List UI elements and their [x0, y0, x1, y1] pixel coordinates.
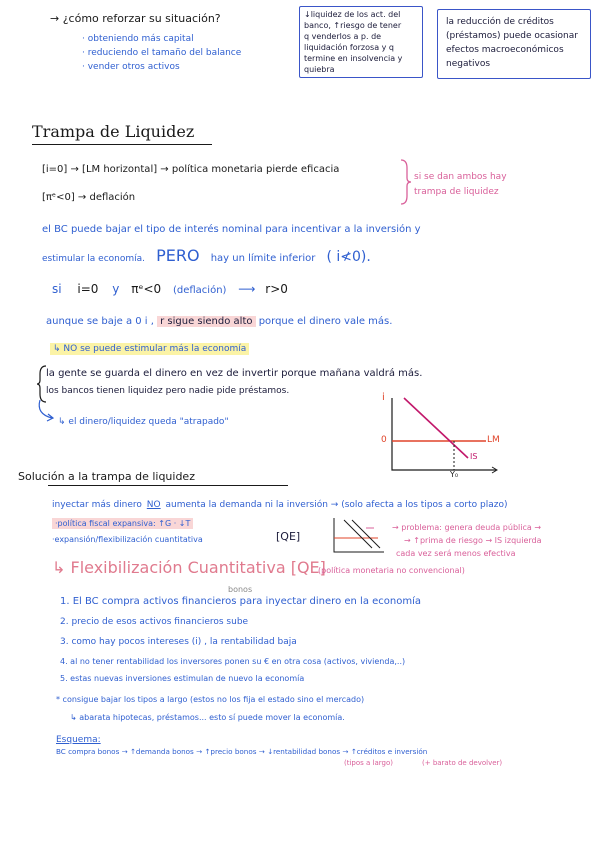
graph-y0-label: Y₀ — [450, 470, 459, 479]
box2-line: la reducción de créditos — [446, 17, 554, 27]
limit-text: ( i≮0). — [326, 249, 371, 265]
aunque-highlight: r sigue siendo alto — [157, 316, 255, 327]
bancos-line: los bancos tienen liquidez pero nadie pide préstamos. — [46, 386, 290, 396]
para-bc-2 — [42, 246, 371, 265]
aunque-pre: aunque se baje a 0 i , — [46, 316, 154, 327]
fiscal-line: ·política fiscal expansiva: ↑G · ↓T — [52, 518, 193, 529]
pero-text: PERO — [156, 246, 200, 265]
islm-graph — [376, 388, 506, 480]
brace-note-line: trampa de liquidez — [414, 187, 499, 197]
aunque-line — [46, 316, 392, 327]
inyectar-line — [52, 500, 507, 510]
qe-step: 4. al no tener rentabilidad los inversores ponen su € en otra cosa (activos, vivienda,..) — [60, 657, 406, 666]
atrapado-line: ↳ el dinero/liquidez queda "atrapado" — [58, 417, 229, 427]
condition-i0: [i=0] → [LM horizontal] → política monetaria pierde eficacia — [42, 164, 340, 175]
bullet-item: · vender otros activos — [82, 62, 180, 72]
para-bc-1: el BC puede bajar el tipo de interés nominal para incentivar a la inversión y — [42, 224, 421, 235]
box2-line: (préstamos) puede ocasionar — [446, 31, 578, 41]
para-bc-2a: estimular la economía. — [42, 254, 146, 264]
graph-is-label: IS — [470, 452, 478, 461]
box1-line: quiebra — [304, 65, 335, 74]
arrow-icon: → — [50, 12, 60, 25]
bullet-item: · obteniendo más capital — [82, 34, 194, 44]
esquema-line: BC compra bonos → ↑demanda bonos → ↑precio bonos → ↓rentabilidad bonos → ↑créditos e inversión — [56, 747, 428, 756]
qe-steps — [60, 592, 421, 686]
eq-arrow: ⟶ — [238, 282, 256, 296]
section-title-trampa: Trampa de Liquidez — [32, 122, 212, 145]
qe-tag: [QE] — [276, 530, 301, 543]
qe-line: ·expansión/flexibilización cuantitativa — [52, 535, 203, 544]
para-bc-2b: hay un límite inferior — [210, 253, 316, 264]
gente-line: la gente se guarda el dinero en vez de invertir porque mañana valdrá más. — [46, 368, 423, 379]
qe-step: 5. estas nuevas inversiones estimulan de nuevo la economía — [60, 674, 305, 683]
eq-i0: i=0 — [77, 282, 99, 296]
qe-title: ↳ Flexibilización Cuantitativa [QE] — [52, 558, 326, 577]
qe-step: 3. como hay pocos intereses (i) , la rentabilidad baja — [60, 637, 297, 647]
bonos-note: bonos — [228, 585, 253, 594]
brace-note-line: si se dan ambos hay — [414, 172, 507, 182]
graph-lm-label: LM — [487, 435, 500, 445]
top-question — [50, 12, 221, 25]
is-curve — [404, 398, 468, 458]
box1-line: banco, ↑riesgo de tener — [304, 21, 402, 30]
solucion-title-text: Solución a la trampa de liquidez — [18, 470, 195, 483]
inyectar-no: NO — [146, 500, 161, 510]
section-title-solucion — [18, 470, 195, 483]
inyectar-pre: inyectar más dinero — [52, 500, 142, 510]
no-estimular: ↳ NO se puede estimular más la economía — [50, 343, 249, 355]
liquidity-risk-text — [304, 9, 402, 75]
consigue-line: * consigue bajar los tipos a largo (estos no los fija el estado sino el mercado) — [56, 695, 365, 704]
equation-row — [52, 282, 288, 296]
fiscal-note: → ↑prima de riesgo → IS izquierda — [404, 536, 542, 545]
eq-r: r>0 — [265, 282, 288, 296]
credit-reduction-text — [446, 15, 578, 71]
box2-line: negativos — [446, 59, 491, 69]
brace-icon — [398, 158, 412, 206]
inyectar-post: aumenta la demanda ni la inversión → (solo afecta a los tipos a corto plazo) — [165, 500, 508, 510]
eq-si: si — [52, 282, 62, 296]
graph-i-label: i — [382, 392, 385, 403]
eq-y: y — [112, 282, 120, 296]
box1-line: ↓liquidez de los act. del — [304, 10, 401, 19]
eq-pi: πᵉ<0 — [131, 282, 162, 296]
eq-deflacion: (deflación) — [172, 285, 227, 296]
is-shift-graph — [328, 514, 388, 556]
graph-zero-label: 0 — [381, 435, 387, 445]
box1-line: liquidación forzosa y q — [304, 43, 394, 52]
qe-step: 1. El BC compra activos financieros para inyectar dinero en la economía — [60, 596, 421, 607]
esquema-note-1: (tipos a largo) — [344, 759, 393, 767]
qe-step: 2. precio de esos activos financieros sube — [60, 617, 249, 627]
curved-arrow-icon — [34, 398, 58, 424]
box2-line: efectos macroeconómicos — [446, 45, 564, 55]
box1-line: q venderlos a p. de — [304, 32, 382, 41]
fiscal-note: → problema: genera deuda pública → — [392, 523, 542, 532]
qe-subtitle: (política monetaria no convencional) — [318, 566, 465, 575]
condition-pi: [πᵉ<0] → deflación — [42, 192, 136, 203]
aunque-post: porque el dinero vale más. — [258, 316, 393, 327]
abarata-line: ↳ abarata hipotecas, préstamos... esto sí puede mover la economía. — [70, 713, 345, 722]
fiscal-note: cada vez será menos efectiva — [396, 549, 516, 558]
bullet-item: · reduciendo el tamaño del balance — [82, 48, 242, 58]
solucion-title-underline — [48, 485, 288, 486]
esquema-label: Esquema: — [56, 735, 101, 745]
esquema-note-2: (+ barato de devolver) — [422, 759, 503, 767]
box1-line: termine en insolvencia y — [304, 54, 403, 63]
question-text: ¿cómo reforzar su situación? — [62, 12, 221, 25]
top-bullets — [82, 32, 241, 74]
brace-note — [414, 170, 507, 200]
fiscal-notes — [392, 521, 542, 560]
graph-y-axis — [392, 398, 496, 470]
